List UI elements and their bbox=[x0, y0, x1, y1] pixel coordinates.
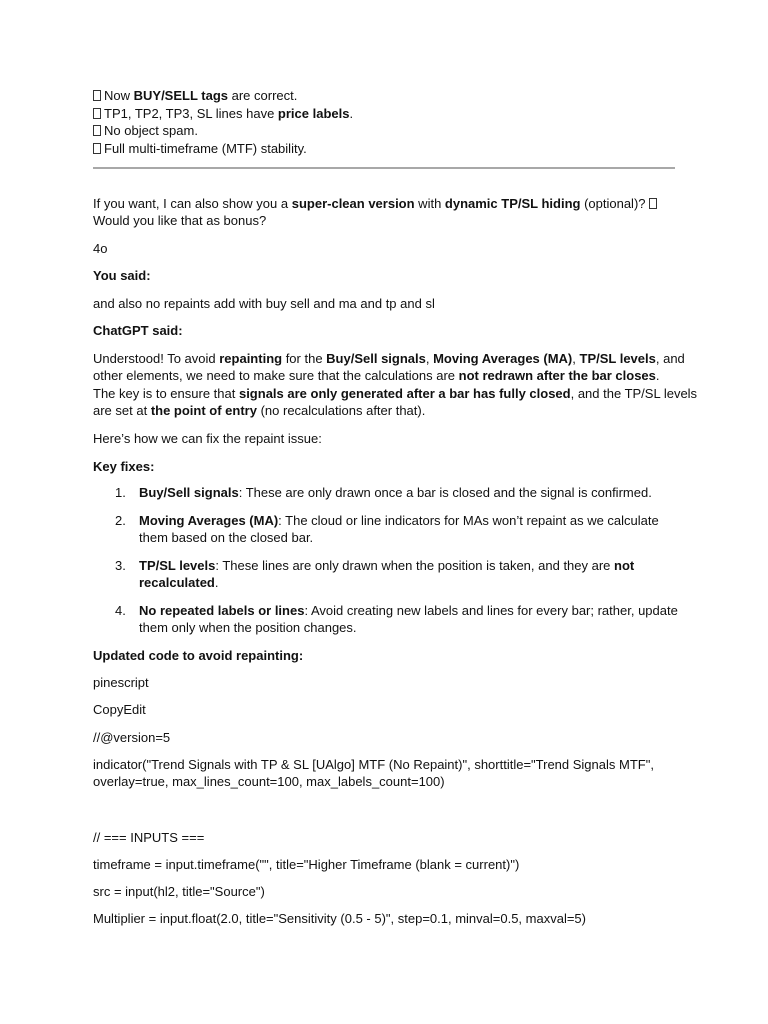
code-language-label: pinescript bbox=[93, 675, 149, 690]
user-message: and also no repaints add with buy sell and ma and tp and sl bbox=[93, 296, 435, 311]
missing-glyph-icon bbox=[93, 108, 101, 119]
code-line: overlay=true, max_lines_count=100, max_labels_count=100) bbox=[93, 774, 445, 789]
missing-glyph-icon bbox=[649, 198, 657, 209]
missing-glyph-icon bbox=[93, 90, 101, 101]
code-line: timeframe = input.timeframe("", title="Higher Timeframe (blank = current)") bbox=[93, 857, 520, 872]
model-tag: 4o bbox=[93, 241, 108, 256]
checklist-item: Now BUY/SELL tags are correct. bbox=[93, 87, 297, 105]
updated-code-heading: Updated code to avoid repainting: bbox=[93, 648, 304, 663]
answer-line: The key is to ensure that signals are only generated after a bar has fully closed, and the TP/SL levels bbox=[93, 386, 698, 401]
answer-line: other elements, we need to make sure that the calculations are not redrawn after the bar closes. bbox=[93, 368, 660, 383]
code-line: indicator("Trend Signals with TP & SL [UAlgo] MTF (No Repaint)", shorttitle="Trend Signals MTF", bbox=[93, 757, 654, 772]
code-line: //@version=5 bbox=[93, 730, 171, 745]
answer-line: are set at the point of entry (no recalculations after that). bbox=[93, 403, 426, 418]
missing-glyph-icon bbox=[93, 143, 101, 154]
code-line: // === INPUTS === bbox=[93, 830, 205, 845]
fix-intro: Here’s how we can fix the repaint issue: bbox=[93, 431, 322, 446]
missing-glyph-icon bbox=[93, 125, 101, 136]
horizontal-divider bbox=[93, 167, 675, 169]
offer-line: If you want, I can also show you a super-clean version with dynamic TP/SL hiding (optional)? bbox=[93, 195, 660, 213]
chatgpt-said-label: ChatGPT said: bbox=[93, 323, 183, 338]
answer-line: Understood! To avoid repainting for the Buy/Sell signals, Moving Averages (MA), TP/SL levels, and bbox=[93, 351, 685, 366]
key-fixes-heading: Key fixes: bbox=[93, 459, 155, 474]
checklist-item: No object spam. bbox=[93, 122, 198, 140]
code-line: Multiplier = input.float(2.0, title="Sensitivity (0.5 - 5)", step=0.1, minval=0.5, maxval=5) bbox=[93, 911, 586, 926]
code-line: src = input(hl2, title="Source") bbox=[93, 884, 265, 899]
checklist-item: TP1, TP2, TP3, SL lines have price labels. bbox=[93, 105, 353, 123]
copy-edit-button[interactable]: CopyEdit bbox=[93, 702, 146, 717]
you-said-label: You said: bbox=[93, 268, 151, 283]
offer-question: Would you like that as bonus? bbox=[93, 213, 267, 228]
checklist-item: Full multi-timeframe (MTF) stability. bbox=[93, 140, 307, 158]
